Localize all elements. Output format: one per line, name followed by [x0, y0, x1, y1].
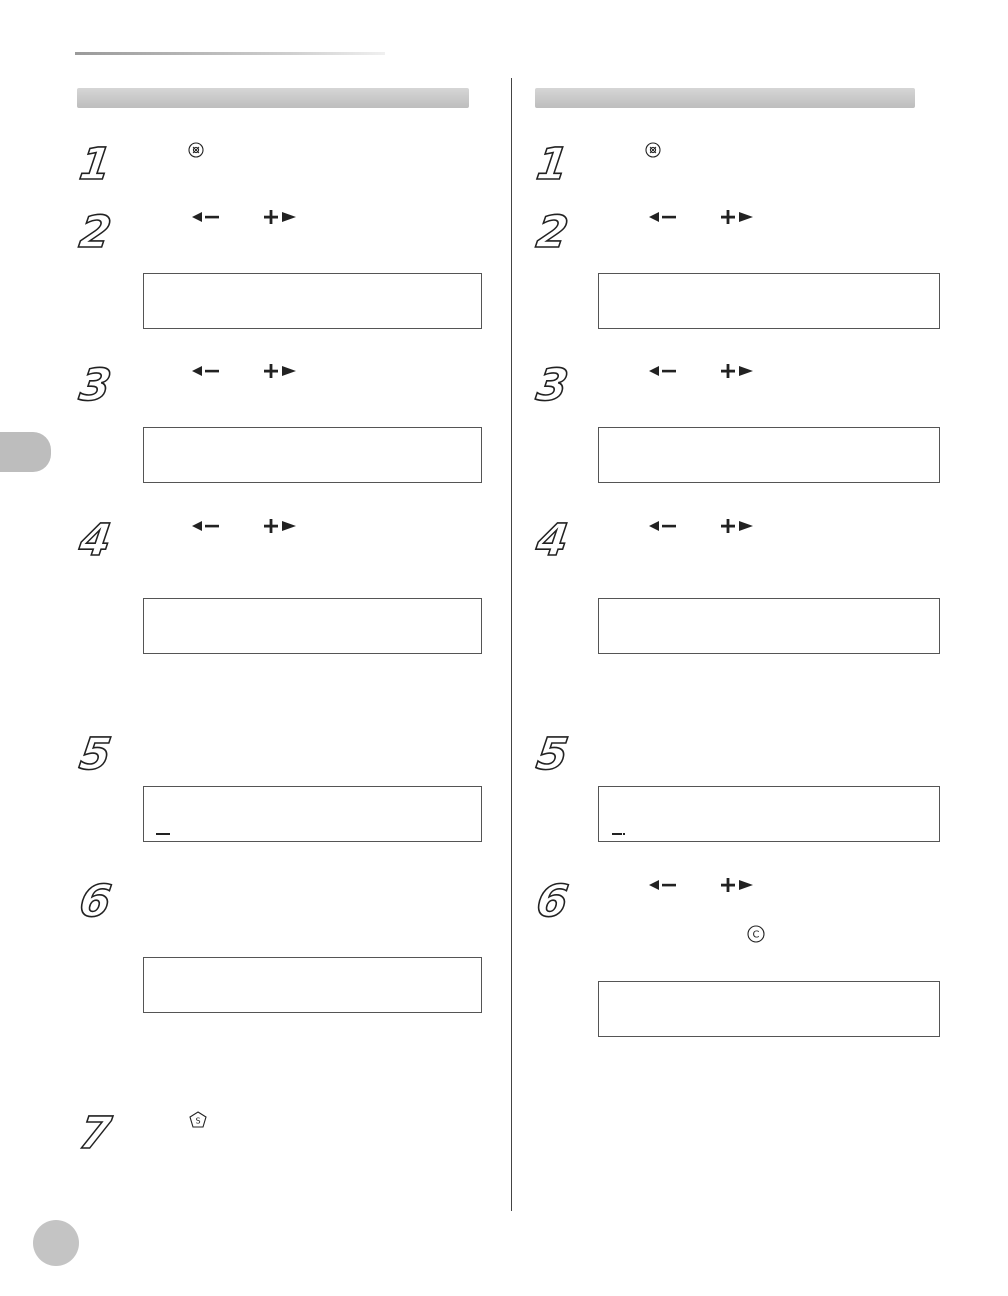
- left-minus-arrow-icon: [649, 518, 683, 534]
- lcd-display: [143, 598, 482, 654]
- lcd-display: [143, 273, 482, 329]
- lcd-cursor: [612, 833, 622, 835]
- column-divider: [511, 78, 512, 1211]
- lcd-cursor-dot: [623, 833, 625, 835]
- lcd-display: [598, 427, 940, 483]
- right-step-1-number: 1: [533, 139, 572, 190]
- lcd-display: [598, 598, 940, 654]
- left-step-6-number: 6: [76, 876, 115, 927]
- right-section-heading-bar: [535, 88, 915, 108]
- svg-text:S: S: [195, 1116, 201, 1126]
- menu-key-icon: [188, 142, 204, 158]
- right-step-2-number: 2: [533, 207, 572, 258]
- page-number-circle: [33, 1220, 79, 1266]
- right-step-3-number: 3: [533, 360, 572, 411]
- svg-text:C: C: [752, 929, 760, 941]
- left-minus-arrow-icon: [192, 363, 226, 379]
- menu-key-icon: [645, 142, 661, 158]
- plus-right-arrow-icon: [721, 518, 755, 534]
- left-minus-arrow-icon: [649, 877, 683, 893]
- header-rule: [75, 52, 385, 55]
- left-minus-arrow-icon: [192, 518, 226, 534]
- plus-right-arrow-icon: [721, 363, 755, 379]
- lcd-display: [143, 427, 482, 483]
- left-section-heading-bar: [77, 88, 469, 108]
- left-step-1-number: 1: [76, 139, 115, 190]
- plus-right-arrow-icon: [721, 209, 755, 225]
- right-step-4-number: 4: [533, 515, 572, 566]
- left-minus-arrow-icon: [192, 209, 226, 225]
- lcd-display: [143, 786, 482, 842]
- lcd-display: [598, 273, 940, 329]
- left-step-4-number: 4: [76, 515, 115, 566]
- lcd-display: [598, 786, 940, 842]
- lcd-display: [598, 981, 940, 1037]
- left-minus-arrow-icon: [649, 363, 683, 379]
- stop-key-icon: [189, 1111, 205, 1127]
- plus-right-arrow-icon: [721, 877, 755, 893]
- lcd-cursor: [156, 833, 170, 835]
- plus-right-arrow-icon: [264, 209, 298, 225]
- plus-right-arrow-icon: [264, 518, 298, 534]
- left-step-3-number: 3: [76, 360, 115, 411]
- left-minus-arrow-icon: [649, 209, 683, 225]
- left-step-7-number: 7: [76, 1108, 115, 1159]
- right-step-6-number: 6: [533, 876, 572, 927]
- left-step-5-number: 5: [76, 729, 115, 780]
- chapter-tab: [0, 432, 51, 472]
- plus-right-arrow-icon: [264, 363, 298, 379]
- lcd-display: [143, 957, 482, 1013]
- clear-key-icon: [747, 925, 765, 943]
- left-step-2-number: 2: [76, 207, 115, 258]
- right-step-5-number: 5: [533, 729, 572, 780]
